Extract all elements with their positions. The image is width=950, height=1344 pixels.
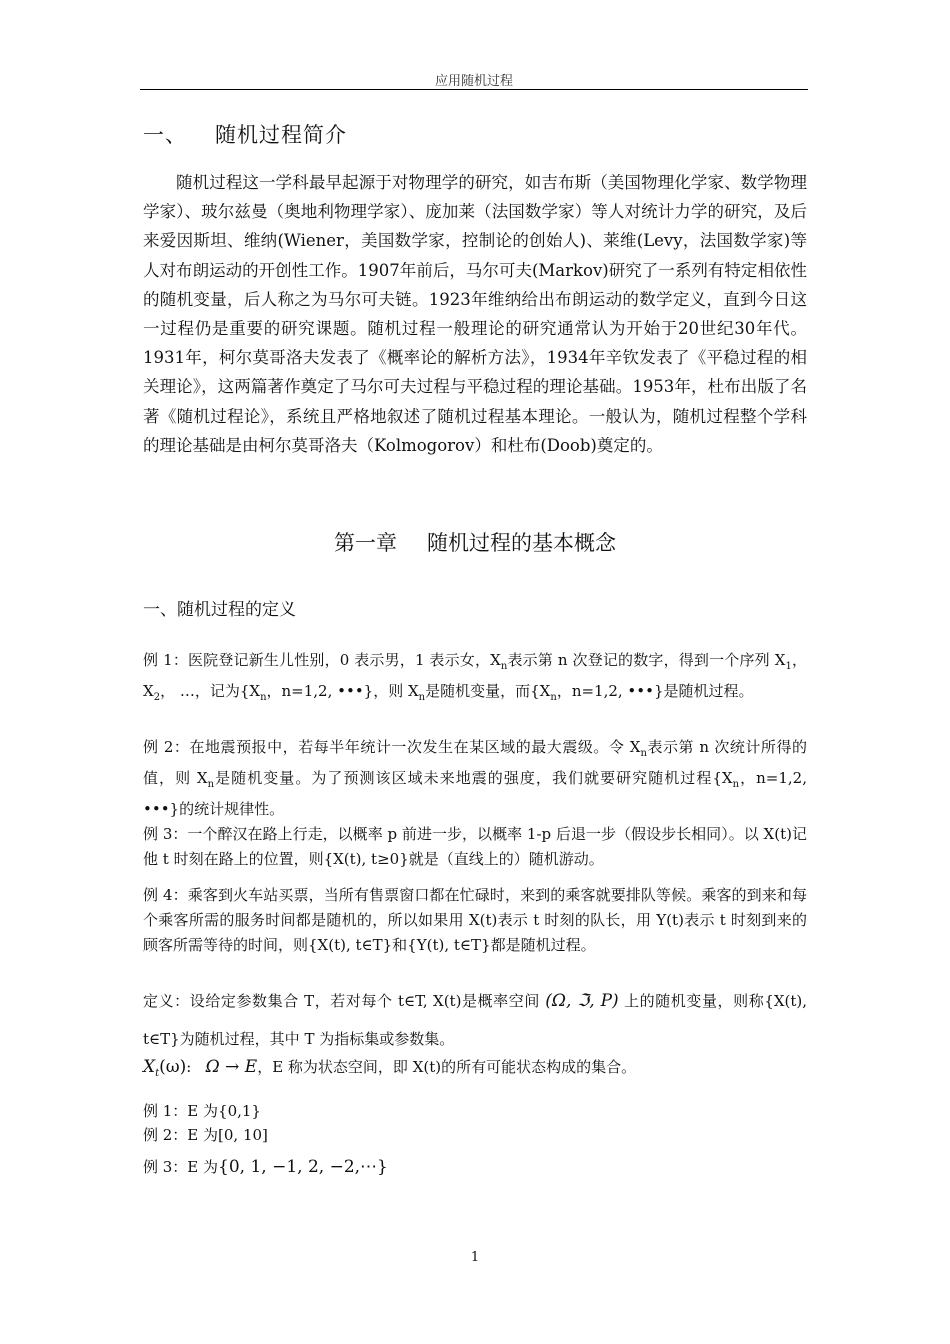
example-2: 例 2：在地震预报中，若每半年统计一次发生在某区域的最大震级。令 $X_n$表示第 n 次统计所得的值，则 $X_n$是随机变量。为了预测该区域未来地震的强度，我们就要研究随机过程{$X_n$，n=1,2, •••}的统计规律性。 (143, 738, 807, 818)
chapter-heading (0, 527, 950, 557)
definition: 定义：设给定参数集合 T，若对每个 t∈T, X(t)是概率空间 (Ω, ℑ, P) 上的随机变量，则称{X(t), t∈T}为随机过程，其中 T 为指标集或参数集。 (143, 991, 807, 1048)
example-3: 例 3：一个醉汉在路上行走，以概率 p 前进一步，以概率 1-p 后退一步（假设步长相同）。以 X(t)记他 t 时刻在路上的位置，则{X(t), t≥0}就是（直线上的）随机游动。 (143, 825, 807, 868)
subsection-heading: 一、随机过程的定义 (143, 600, 296, 620)
header-rule (140, 89, 808, 90)
state-example-1: 例 1：E 为{0,1} (143, 1102, 261, 1120)
section-heading (143, 119, 347, 149)
section-title: 随机过程简介 (215, 123, 347, 147)
state-space-line: $X_t(\omega)$: Ω → E，E 称为状态空间，即 X(t)的所有可能状态构成的集合。 (143, 1057, 637, 1079)
probability-space: (Ω, ℑ, P) (545, 991, 619, 1011)
example-1: 例 1：医院登记新生儿性别，0 表示男，1 表示女，$X_n$表示第 n 次登记的数字，得到一个序列 $X_1$， $X_2$， …，记为{$X_n$，n=1,2, •••}，则 $X_n$是随机变量，而{$X_n$，n=1,2, •••}是随机过程。 (143, 651, 807, 703)
state-example-2: 例 2：E 为[0, 10] (143, 1126, 268, 1144)
mapping: Ω → E (205, 1057, 258, 1077)
state-example-3: 例 3：E 为{0, 1, −1, 2, −2,⋯} (143, 1157, 388, 1177)
chapter-label: 第一章 (334, 531, 397, 555)
intro-paragraph: 随机过程这一学科最早起源于对物理学的研究，如吉布斯（美国物理化学家、数学物理学家）、玻尔兹曼（奥地利物理学家）、庞加莱（法国数学家）等人对统计力学的研究，及后来爱因斯坦、维纳(Wiener，美国数学家，控制论的创始人)、莱维(Levy，法国数学家)等人对布朗运动的开创性工作。1907年前后，马尔可夫(Markov)研究了一系列有特定相依性的随机变量，后人称之为马尔可夫链。1923年维纳给出布朗运动的数学定义，直到今日这一过程仍是重要的研究课题。随机过程一般理论的研究通常认为开始于20世纪30年代。1931年，柯尔莫哥洛夫发表了《概率论的解析方法》，1934年辛钦发表了《平稳过程的相关理论》，这两篇著作奠定了马尔可夫过程与平稳过程的理论基础。1953年，杜布出版了名著《随机过程论》，系统且严格地叙述了随机过程基本理论。一般认为，随机过程整个学科的理论基础是由柯尔莫哥洛夫（Kolmogorov）和杜布(Doob)奠定的。 (143, 173, 807, 455)
section-number: 一、 (143, 123, 187, 147)
page-number: 1 (470, 1250, 480, 1265)
running-header: 应用随机过程 (434, 74, 513, 89)
example-4: 例 4：乘客到火车站买票，当所有售票窗口都在忙碌时，来到的乘客就要排队等候。乘客的到来和每个乘客所需的服务时间都是随机的，所以如果用 X(t)表示 t 时刻的队长，用 Y(t)表示 t 时刻到来的顾客所需等待的时间，则{X(t), t∈T}和{Y(t), t∈T}都是随机过程。 (143, 886, 807, 954)
chapter-title: 随机过程的基本概念 (427, 531, 616, 555)
